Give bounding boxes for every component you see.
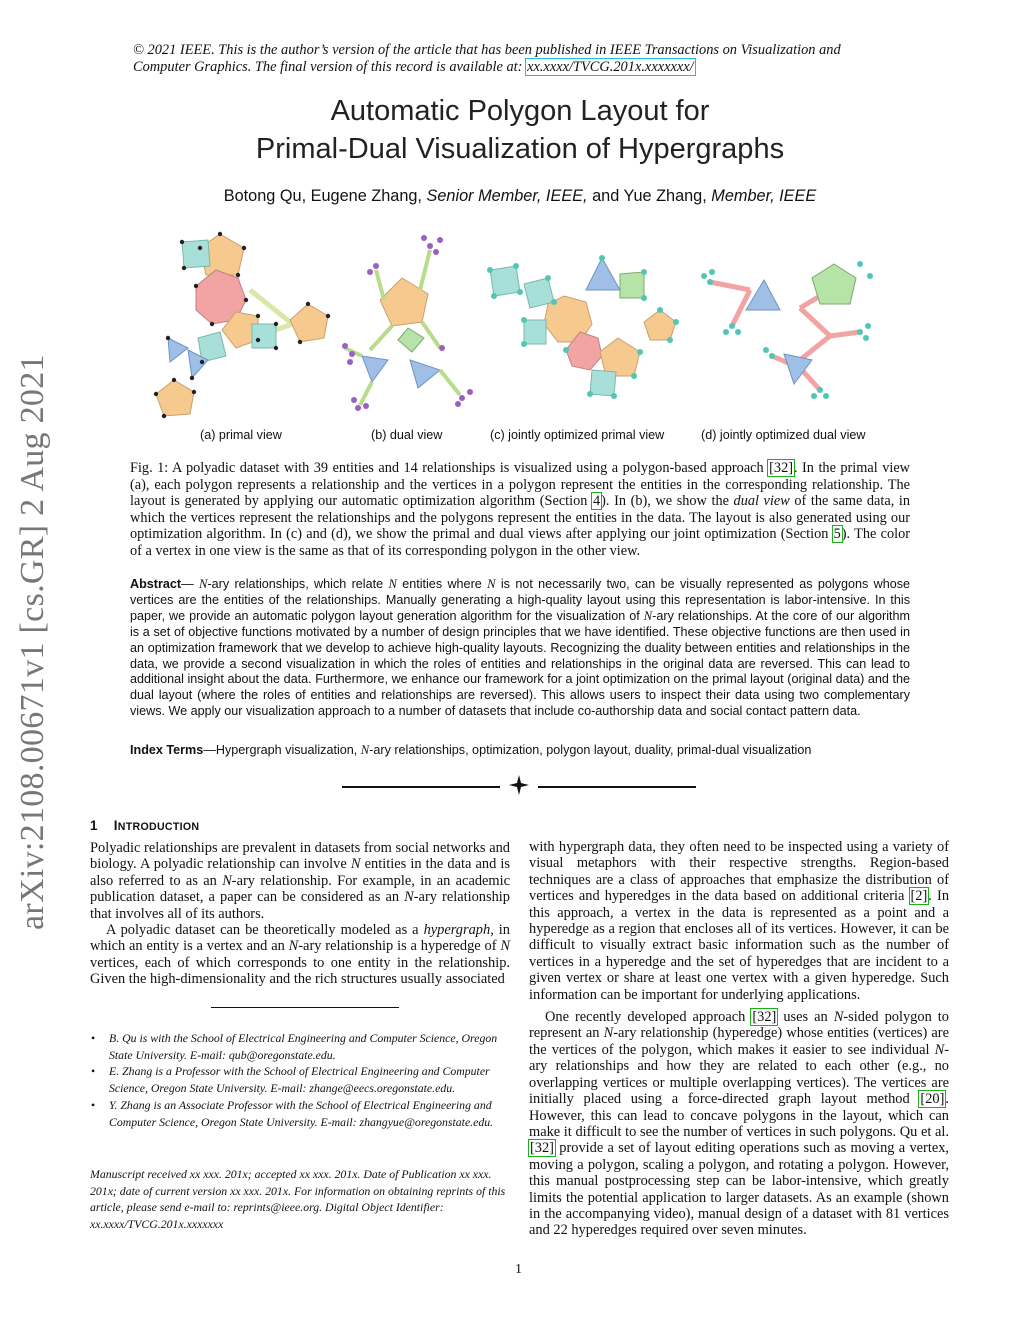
abstract-n: N	[388, 577, 397, 591]
pentagon-polygon	[812, 264, 856, 304]
triangle-polygon	[586, 258, 620, 290]
square-polygon	[252, 324, 276, 348]
footnote-rule	[211, 1007, 399, 1008]
math-n: N	[934, 1041, 945, 1058]
intro-paragraph-3	[529, 839, 949, 1003]
text: . However, this can lead to concave polygons in the layout, which can make it difficult to see the number of vertices in such polygons. Qu et al.	[529, 1091, 949, 1140]
text: , in which an entity is a vertex and an	[90, 922, 511, 955]
author-names-1: Botong Qu, Eugene Zhang,	[223, 187, 427, 205]
intro-paragraph-4	[529, 1009, 949, 1239]
left-column	[90, 840, 510, 988]
separator-rule-right	[538, 786, 696, 788]
caption-text-4: of the same data, in which the vertices represent the relationships and the polygons represent the entities in the data. The layout is also generated using our optimization algorithm. In (c) and (d), we show the primal and dual views after applying our joint optimization (Section	[130, 493, 910, 543]
square-polygon	[398, 328, 424, 352]
math-n: N	[350, 856, 361, 873]
square-polygon	[524, 320, 546, 344]
authors	[0, 187, 1024, 206]
header-notice-prefix: Computer Graphics. The final version of this record is available at:	[133, 59, 527, 75]
page-number: 1	[515, 1262, 522, 1277]
citation-link[interactable]: [32]	[752, 1009, 777, 1026]
index-terms-text: —Hypergraph visualization,	[203, 743, 361, 757]
square-polygon	[182, 240, 210, 268]
math-n: N	[222, 872, 232, 889]
text: provide a set of layout editing operations such as moving a vertex, moving a polygon, scaling a polygon, and rotating a polygon. However, this manual postprocessing step can be labor-intensive, which greatly limits the potential application to larger datasets. As an example (shown in the accompanying video), manual design of a dataset with 81 vertices and 22 hyperedges required over seven minutes.	[529, 1140, 949, 1239]
triangle-polygon	[168, 338, 188, 362]
section-link[interactable]: 5	[833, 526, 841, 543]
text: -ary relationship (hyperedge) whose entities (vertices) are the vertices of the polygon, which makes it easier to see individual	[529, 1025, 949, 1058]
abstract-text: is not necessarily two, can be visually represented as polygons whose vertices are the entities of the relationships. Manually generating a high-quality layout using this representation is labor-intensive. In this paper, we provide an automatic polygon layout generation algorithm for the visualization of	[130, 577, 911, 623]
index-terms-label: Index Terms	[130, 743, 204, 757]
footnotes	[91, 1030, 507, 1130]
text: -sided polygon to represent an	[529, 1009, 949, 1042]
square-polygon	[590, 370, 616, 396]
index-terms-n: N	[360, 743, 370, 757]
abstract	[130, 577, 910, 720]
triangle-polygon	[746, 280, 780, 310]
citation-link[interactable]: [2]	[910, 888, 928, 905]
abstract-text: entities where	[396, 577, 488, 591]
pentagon-polygon	[644, 310, 676, 340]
footnote-author-1: • B. Qu is with the School of Electrical Engineering and Computer Science, Oregon State University. E-mail: qub@oregonstate.edu.	[91, 1031, 498, 1062]
paper-title	[0, 92, 1024, 168]
section-title-rest: NTRODUCTION	[117, 821, 200, 833]
math-n: N	[500, 938, 510, 955]
figure-1-illustration	[140, 220, 900, 425]
caption-dual-view-term: dual view	[733, 493, 790, 510]
index-terms-text: -ary relationships, optimization, polygon layout, duality, primal-dual visualization	[369, 743, 812, 757]
footnote-text: E. Zhang is a Professor with the School of Electrical Engineering and Computer Science, Oregon State University. E-mail: zhange@eecs.oregonstate.edu.	[109, 1064, 490, 1096]
math-n: N	[404, 889, 414, 906]
index-terms	[130, 743, 910, 759]
title-line1: Automatic Polygon Layout for	[330, 95, 710, 127]
section-heading-introduction	[90, 818, 199, 833]
doi-link[interactable]: xx.xxxx/TVCG.201x.xxxxxxx/	[527, 59, 694, 75]
subcaption-c: (c) jointly optimized primal view	[490, 428, 665, 442]
caption-text-1: Fig. 1: A polyadic dataset with 39 entities and 14 relationships is visualized using a polygon-based approach	[130, 460, 769, 476]
footnote-text: Y. Zhang is an Associate Professor with the School of Electrical Engineering and Computer Science, Oregon State University. E-mail: zhangyue@oregonstate.edu.	[109, 1097, 494, 1129]
caption-text-3: ). In (b), we show the	[601, 493, 734, 510]
panel-d-joint-dual-view	[701, 261, 873, 399]
header-notice-line2	[133, 59, 913, 76]
section-number: 1	[90, 818, 98, 833]
abstract-n: N	[199, 577, 208, 591]
footnote-text: B. Qu is with the School of Electrical Engineering and Computer Science, Oregon State University. E-mail: qub@oregonstate.edu.	[109, 1031, 498, 1062]
footnote-author-3: • Y. Zhang is an Associate Professor with the School of Electrical Engineering and Computer Science, Oregon State University. E-mail: zhangyue@oregonstate.edu.	[91, 1097, 494, 1129]
manuscript-note: Manuscript received xx xxx. 201x; accepted xx xxx. 201x. Date of Publication xx xxx. 201x; date of current version xx xxx. 201x. For information on obtaining reprints of this article, please send e-mail to: reprints@ieee.org. Digital Object Identifier: xx.xxxx/TVCG.201x.xxxxxxx	[90, 1167, 506, 1232]
subcaption-d: (d) jointly optimized dual view	[701, 428, 866, 442]
triangle-polygon	[410, 360, 440, 388]
abstract-text: -ary relationships, which relate	[207, 577, 389, 591]
text: vertices, each of which corresponds to one entity in the relationship. Given the high-dimensionality and the rich structures usually associated	[90, 954, 510, 988]
text: -ary relationship that involves all of its authors.	[90, 889, 510, 922]
header-notice	[133, 42, 913, 76]
abstract-label: Abstract	[130, 577, 182, 591]
title-line2: Primal-Dual Visualization of Hypergraphs	[255, 133, 785, 165]
triangle-polygon	[362, 356, 388, 382]
footnote-author-2: • E. Zhang is a Professor with the School of Electrical Engineering and Computer Science, Oregon State University. E-mail: zhange@eecs.oregonstate.edu.	[91, 1064, 490, 1096]
hypergraph-term: hypergraph	[423, 922, 491, 939]
citation-link[interactable]: [32]	[530, 1140, 554, 1157]
section-link[interactable]: 4	[593, 493, 601, 510]
pentagon-polygon	[600, 338, 640, 376]
four-point-star-icon	[508, 774, 530, 796]
pentagon-polygon	[156, 380, 194, 416]
math-n: N	[833, 1009, 844, 1026]
subcaption-b: (b) dual view	[371, 428, 443, 442]
intro-paragraph-2	[90, 922, 510, 988]
panel-c-joint-primal-view	[487, 255, 679, 399]
text: -ary relationships and how they are related to each other (e.g., no overlapping vertices or multiple overlapping vertices). The vertices are initially placed using a force-directed graph layout method	[529, 1041, 949, 1108]
abstract-text: —	[181, 577, 200, 591]
text: . In this approach, a vertex in the data is represented as a point and a hyperedge as a region that encloses all of its vertices. However, it can be difficult to visually extract basic information such as the number of vertices in a hyperedge and the set of hyperedges that are incident to a given vertex or share at least one vertex with a given hyperedge. Such information can be important for underlying applications.	[529, 888, 950, 1003]
abstract-text: -ary relationships. At the core of our algorithm is a set of objective functions motivated by a number of design principles that we have identified. These objective functions are then used in an optimization framework that we develop to achieve high-quality layouts. Recognizing the duality between entities and relationships in the data, we provide a second visualization in which the roles of entities and relationships in the original data are reversed. This can lead to additional insight about the data. Furthermore, we enhance our framework for a joint optimization on the primal layout (original data) and the dual layout (where the roles of entities and relationships are reversed). This allows users to inspect their data using two complementary views. We apply our visualization approach to a number of datasets that include co-authorship data and social contact pattern data.	[130, 608, 910, 719]
author-role-2: Member, IEEE	[711, 187, 817, 205]
intro-paragraph-1	[90, 840, 510, 922]
figure-caption	[130, 460, 910, 560]
header-notice-line1: © 2021 IEEE. This is the author’s version of the article that has been published in IEEE Transactions on Visualization and	[133, 42, 841, 58]
separator-rule-left	[342, 786, 500, 788]
text: -ary relationship. For example, in an academic publication dataset, a paper can be considered as an	[90, 872, 510, 906]
square-polygon	[620, 272, 644, 298]
arxiv-identifier: arXiv:2108.00671v1 [cs.GR] 2 Aug 2021	[14, 354, 51, 930]
caption-text-2: . In the primal view (a), each polygon represents a relationship and the vertices in a polygon represent the entities in the corresponding relationship. The layout is generated by applying our automatic optimization algorithm (Section	[130, 460, 910, 510]
text: -ary relationship is a hyperedge of	[298, 938, 501, 955]
text: A polyadic dataset can be theoretically modeled as a	[106, 922, 424, 939]
caption-text-5: ). The color of a vertex in one view is the same as that of its corresponding polygon in the other view.	[130, 526, 910, 559]
right-column	[529, 839, 949, 1239]
panel-b-dual-view	[342, 235, 473, 411]
text: with hypergraph data, they often need to be inspected using a variety of visual metaphors with their respective strengths. Region-based techniques are a class of approaches that emphasize the distribution of vertices and hyperedges in the data based on additional criteria	[529, 839, 949, 905]
text: uses an	[777, 1009, 834, 1026]
abstract-n: N	[487, 577, 496, 591]
text: Polyadic relationships are prevalent in datasets from social networks and biology. A polyadic relationship can involve	[90, 840, 510, 873]
text: One recently developed approach	[545, 1009, 752, 1026]
citation-link[interactable]: [32]	[769, 460, 793, 476]
text: entities in the data and is also referred to as an	[90, 856, 510, 889]
pentagon-polygon	[290, 304, 328, 342]
section-title-initial: I	[113, 818, 118, 833]
author-names-2: and Yue Zhang,	[587, 187, 712, 205]
math-n: N	[288, 938, 299, 955]
square-polygon	[490, 266, 520, 296]
math-n: N	[603, 1025, 614, 1042]
subcaption-a: (a) primal view	[200, 428, 282, 442]
author-role-1: Senior Member, IEEE,	[426, 187, 588, 205]
abstract-n: N	[643, 608, 653, 623]
panel-a-primal-view	[154, 232, 330, 418]
citation-link[interactable]: [20]	[920, 1091, 945, 1108]
